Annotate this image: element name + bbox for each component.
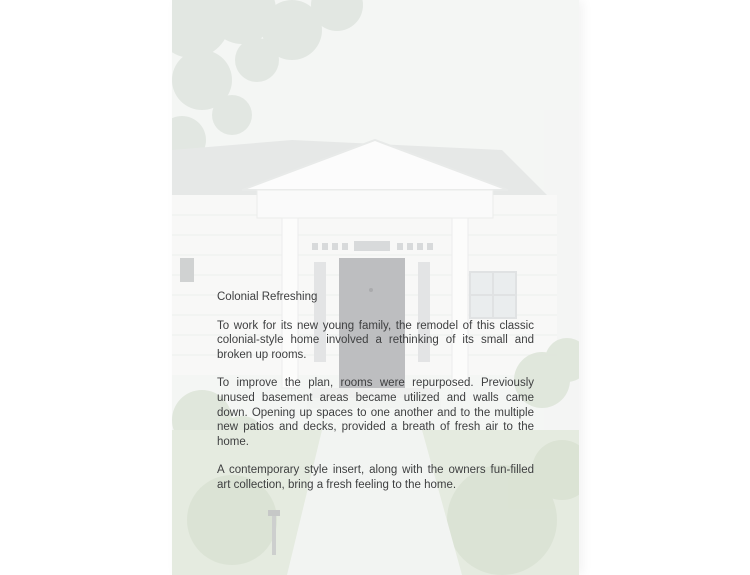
paragraph-2: To improve the plan, rooms were repurposed. Previously unused basement areas became utilized and walls came down. Opening up spaces to one another and to the multiple new patios and decks, provided a breath of fresh air to the home. xyxy=(217,377,534,448)
photo-panel xyxy=(172,0,579,575)
article-text xyxy=(217,290,534,507)
paragraph-1: To work for its new young family, the remodel of this classic colonial-style home involved a rethinking of its small and broken up rooms. xyxy=(217,319,534,361)
paragraph-3: A contemporary style insert, along with the owners fun-filled art collection, bring a fresh feeling to the home. xyxy=(217,464,534,491)
article-title: Colonial Refreshing xyxy=(217,291,318,303)
